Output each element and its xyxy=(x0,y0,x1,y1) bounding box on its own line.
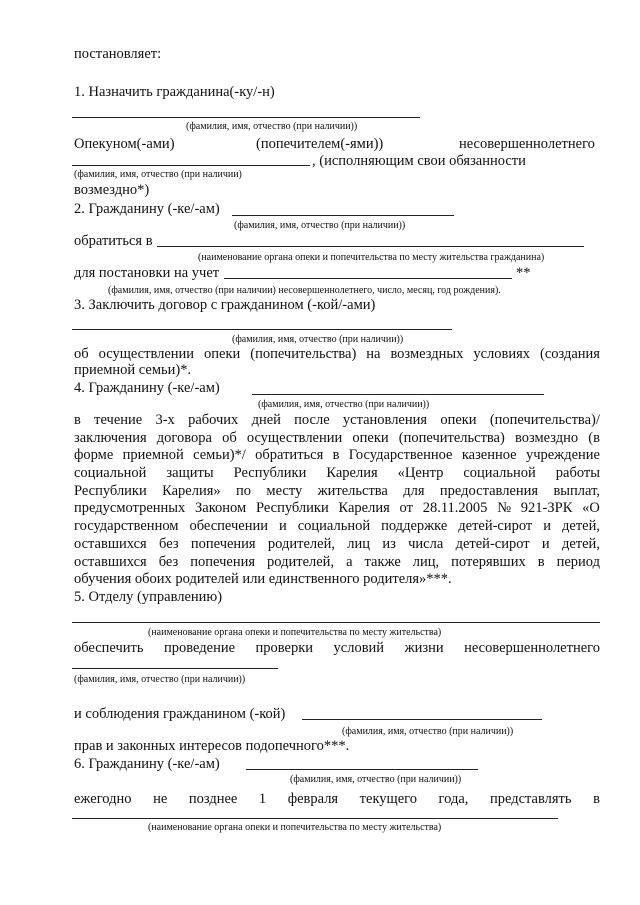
justified-line: об осуществлении опеки (попечительства) на возмездных условиях (создания xyxy=(74,346,600,362)
blank-line-contract-citizen xyxy=(72,329,452,330)
footnote-mark: ** xyxy=(516,265,531,281)
caption-minor-details: (фамилия, имя, отчество (при наличии) несовершеннолетнего, число, месяц, год рождения). xyxy=(108,285,501,296)
caption-full-name: (фамилия, имя, отчество (при наличии)) xyxy=(290,774,462,785)
caption-full-name: (фамилия, имя, отчество (при наличии)) xyxy=(342,726,514,737)
justified-line: ежегодно не позднее 1 февраля текущего года, представлять в xyxy=(74,791,600,807)
paragraph-line: оставшихся без попечения родителей, лиц из числа детей-сирот и детей, xyxy=(74,536,600,552)
blank-line-citizen-name xyxy=(302,719,542,720)
item-5-heading: 5. Отделу (управлению) xyxy=(74,589,223,605)
paragraph-line: предусмотренных Законом Республики Карелия от 28.11.2005 № 921-ЗРК «О xyxy=(74,500,600,516)
blank-line-guardianship-body xyxy=(72,818,558,819)
item-6-heading: 6. Гражданину (-ке/-ам) xyxy=(74,756,220,772)
item-3-heading: 3. Заключить договор с гражданином (-кой/-ами) xyxy=(74,297,376,313)
text-compliance: и соблюдения гражданином (-кой) xyxy=(74,706,286,722)
text-ward-rights: прав и законных интересов подопечного***. xyxy=(74,738,350,754)
text-performing-duties: , (исполняющим свои обязанности xyxy=(312,153,526,169)
caption-full-name: (фамилия, имя, отчество (при наличии) xyxy=(74,169,242,180)
caption-guardianship-body: (наименование органа опеки и попечительства по месту жительства) xyxy=(148,822,442,833)
caption-guardianship-body: (наименование органа опеки и попечительства по месту жительства) xyxy=(148,627,442,638)
paragraph-line: в течение 3-х рабочих дней после установления опеки (попечительства)/ xyxy=(74,412,600,428)
paragraph-line: заключения договора об осуществлении опеки (попечительства) возмездно (в xyxy=(74,430,600,446)
blank-line-guardianship-body xyxy=(157,246,584,247)
text-guardian: Опекуном(-ами) xyxy=(74,136,175,152)
blank-line-guardianship-body xyxy=(72,622,600,623)
text-registration: для постановки на учет xyxy=(74,265,220,281)
blank-line-citizen-name xyxy=(252,394,544,395)
text-apply-to: обратиться в xyxy=(74,233,153,249)
item-2-heading: 2. Гражданину (-ке/-ам) xyxy=(74,201,220,217)
item-4-heading: 4. Гражданину (-ке/-ам) xyxy=(74,380,220,396)
caption-full-name: (фамилия, имя, отчество (при наличии)) xyxy=(186,121,358,132)
blank-line-minor-name xyxy=(72,668,278,669)
caption-guardianship-body: (наименование органа опеки и попечительства по месту жительства гражданина) xyxy=(198,252,545,263)
paragraph-line: Республики Карелия» по месту жительства для предоставления выплат, xyxy=(74,483,600,499)
blank-line-guardian-name xyxy=(72,117,420,118)
blank-line-minor-name xyxy=(72,165,310,166)
caption-full-name: (фамилия, имя, отчество (при наличии)) xyxy=(258,399,430,410)
blank-line-citizen-name xyxy=(232,215,454,216)
justified-line: обеспечить проведение проверки условий жизни несовершеннолетнего xyxy=(74,640,600,656)
text-foster-family: приемной семьи)*. xyxy=(74,362,192,378)
blank-line-citizen-name xyxy=(246,769,478,770)
item-1-heading: 1. Назначить гражданина(-ку/-н) xyxy=(74,84,275,100)
caption-full-name: (фамилия, имя, отчество (при наличии)) xyxy=(234,220,406,231)
text-custodian: (попечителем(-ями)) xyxy=(256,136,384,152)
paragraph-line: социальной защиты Республики Карелия «Центр социальной работы xyxy=(74,465,600,481)
text-resolves: постановляет: xyxy=(74,46,162,62)
paragraph-line: оставшихся без попечения родителей, а также лиц, потерявших в период xyxy=(74,554,600,570)
caption-full-name: (фамилия, имя, отчество (при наличии)) xyxy=(232,334,404,345)
paragraph-last-line: обучения обоих родителей или единственного родителя»***. xyxy=(74,571,452,587)
text-minor: несовершеннолетнего xyxy=(459,136,595,152)
paragraph-line: форме приемной семьи)*/ обратиться в Государственное казенное учреждение xyxy=(74,447,600,463)
caption-full-name: (фамилия, имя, отчество (при наличии)) xyxy=(74,674,246,685)
blank-line-minor-details xyxy=(224,278,512,279)
paragraph-line: государственном обеспечении и социальной поддержке детей-сирот и детей, xyxy=(74,518,600,534)
text-paid-basis: возмездно*) xyxy=(74,182,150,198)
